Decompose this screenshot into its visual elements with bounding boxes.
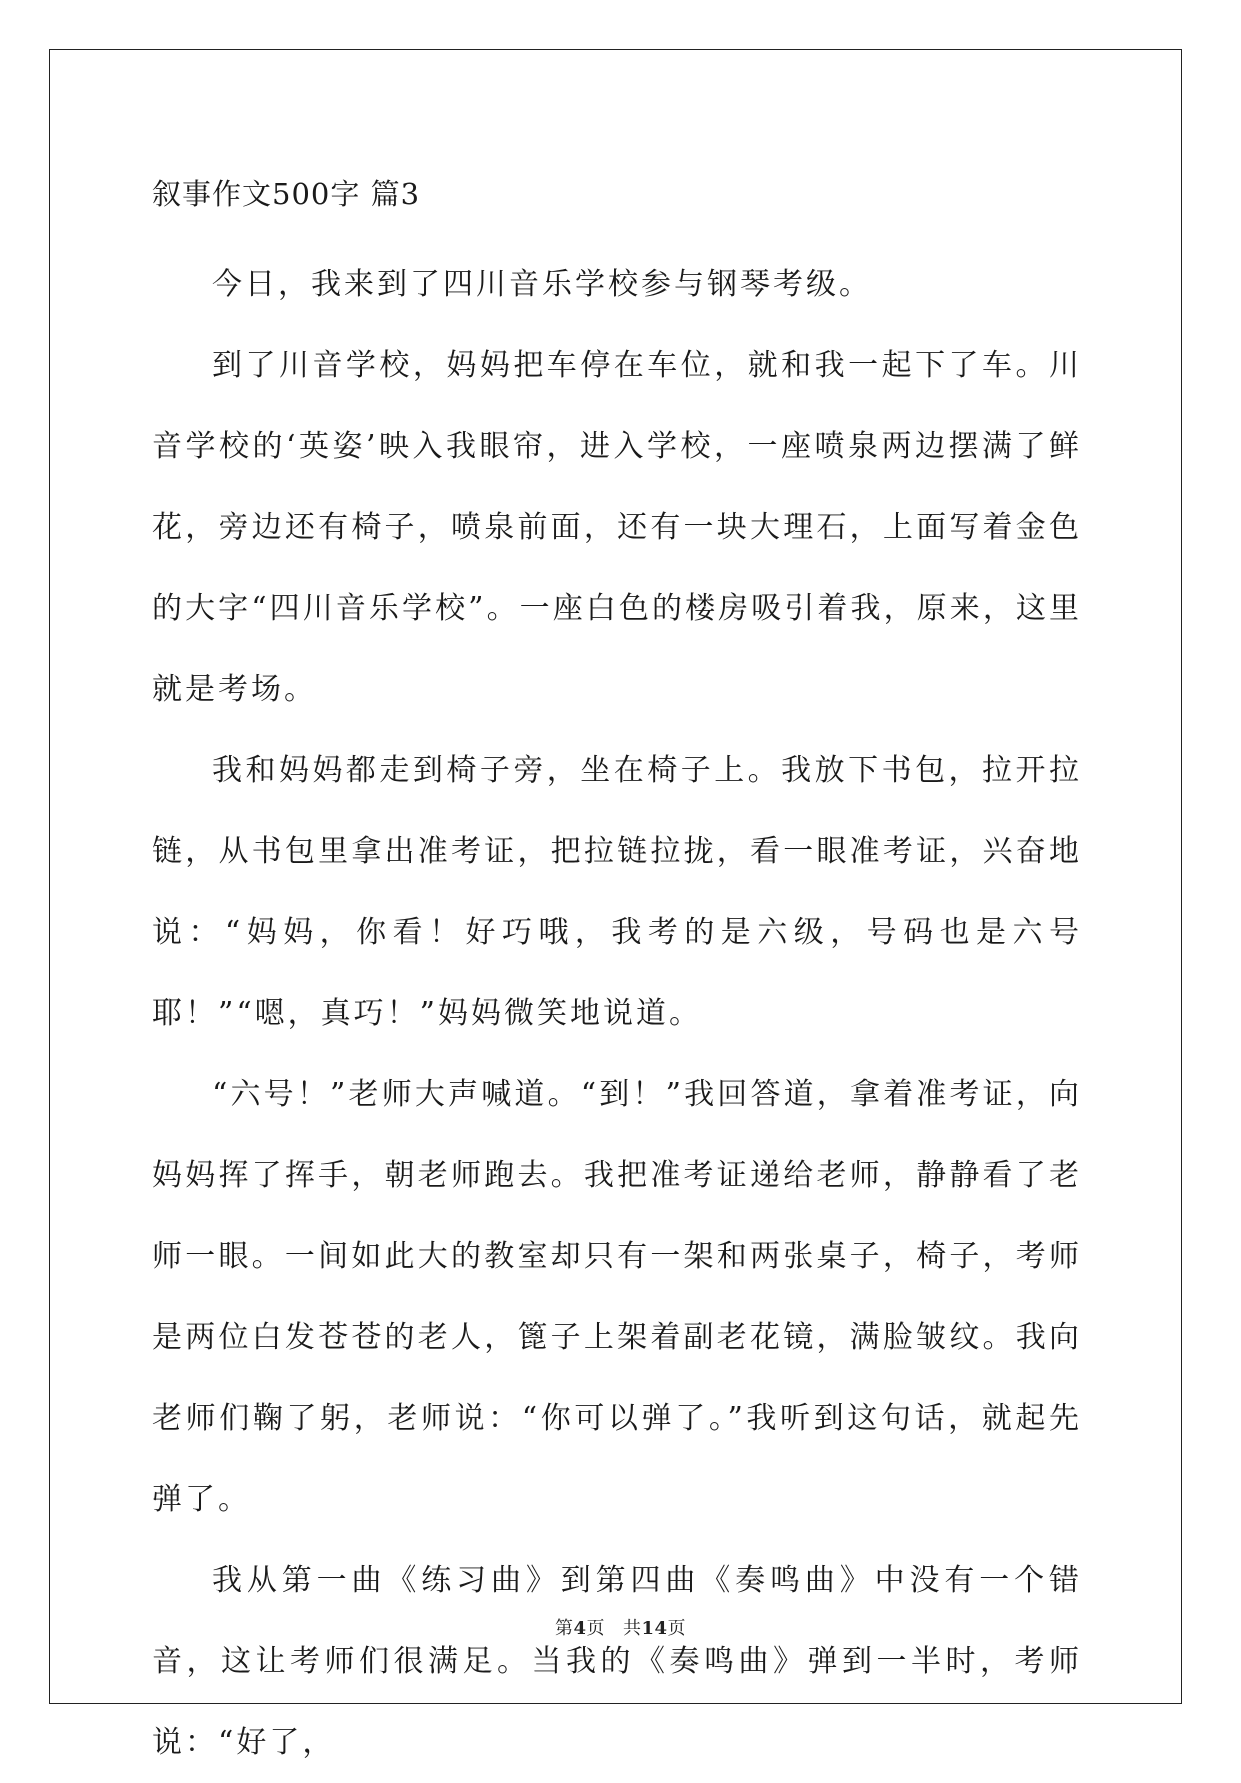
footer-total-prefix: 共 <box>622 1618 642 1639</box>
total-page-number: 14 <box>641 1618 668 1639</box>
page-footer <box>0 1614 1241 1640</box>
footer-prefix: 第 <box>554 1618 574 1639</box>
paragraph-2: 到了川音学校，妈妈把车停在车位，就和我一起下了车。川音学校的‘英姿’映入我眼帘，进入学校，一座喷泉两边摆满了鲜花，旁边还有椅子，喷泉前面，还有一块大理石，上面写着金色的大字“四川音乐学校”。一座白色的楼房吸引着我，原来，这里就是考场。 <box>152 348 1082 707</box>
paragraph-3: 我和妈妈都走到椅子旁，坐在椅子上。我放下书包，拉开拉链，从书包里拿出准考证，把拉链拉拢，看一眼准考证，兴奋地说：“妈妈，你看！好巧哦，我考的是六级，号码也是六号耶！”“嗯，真巧！”妈妈微笑地说道。 <box>152 753 1082 1031</box>
document-title: 叙事作文500字 篇3 <box>152 177 421 211</box>
document-body <box>152 165 1082 1783</box>
paragraph-5: 我从第一曲《练习曲》到第四曲《奏鸣曲》中没有一个错音，这让考师们很满足。当我的《奏鸣曲》弹到一半时，考师说：“好了， <box>152 1563 1082 1760</box>
current-page-number: 4 <box>573 1618 587 1639</box>
paragraph-4: “六号！”老师大声喊道。“到！”我回答道，拿着准考证，向妈妈挥了挥手，朝老师跑去。我把准考证递给老师，静静看了老师一眼。一间如此大的教室却只有一架和两张桌子，椅子，考师是两位白发苍苍的老人，篦子上架着副老花镜，满脸皱纹。我向老师们鞠了躬，老师说：“你可以弹了。”我听到这句话，就起先弹了。 <box>152 1077 1082 1517</box>
paragraph-1: 今日，我来到了四川音乐学校参与钢琴考级。 <box>212 267 872 302</box>
footer-total-suffix: 页 <box>667 1618 687 1639</box>
footer-page-word: 页 <box>586 1618 605 1639</box>
